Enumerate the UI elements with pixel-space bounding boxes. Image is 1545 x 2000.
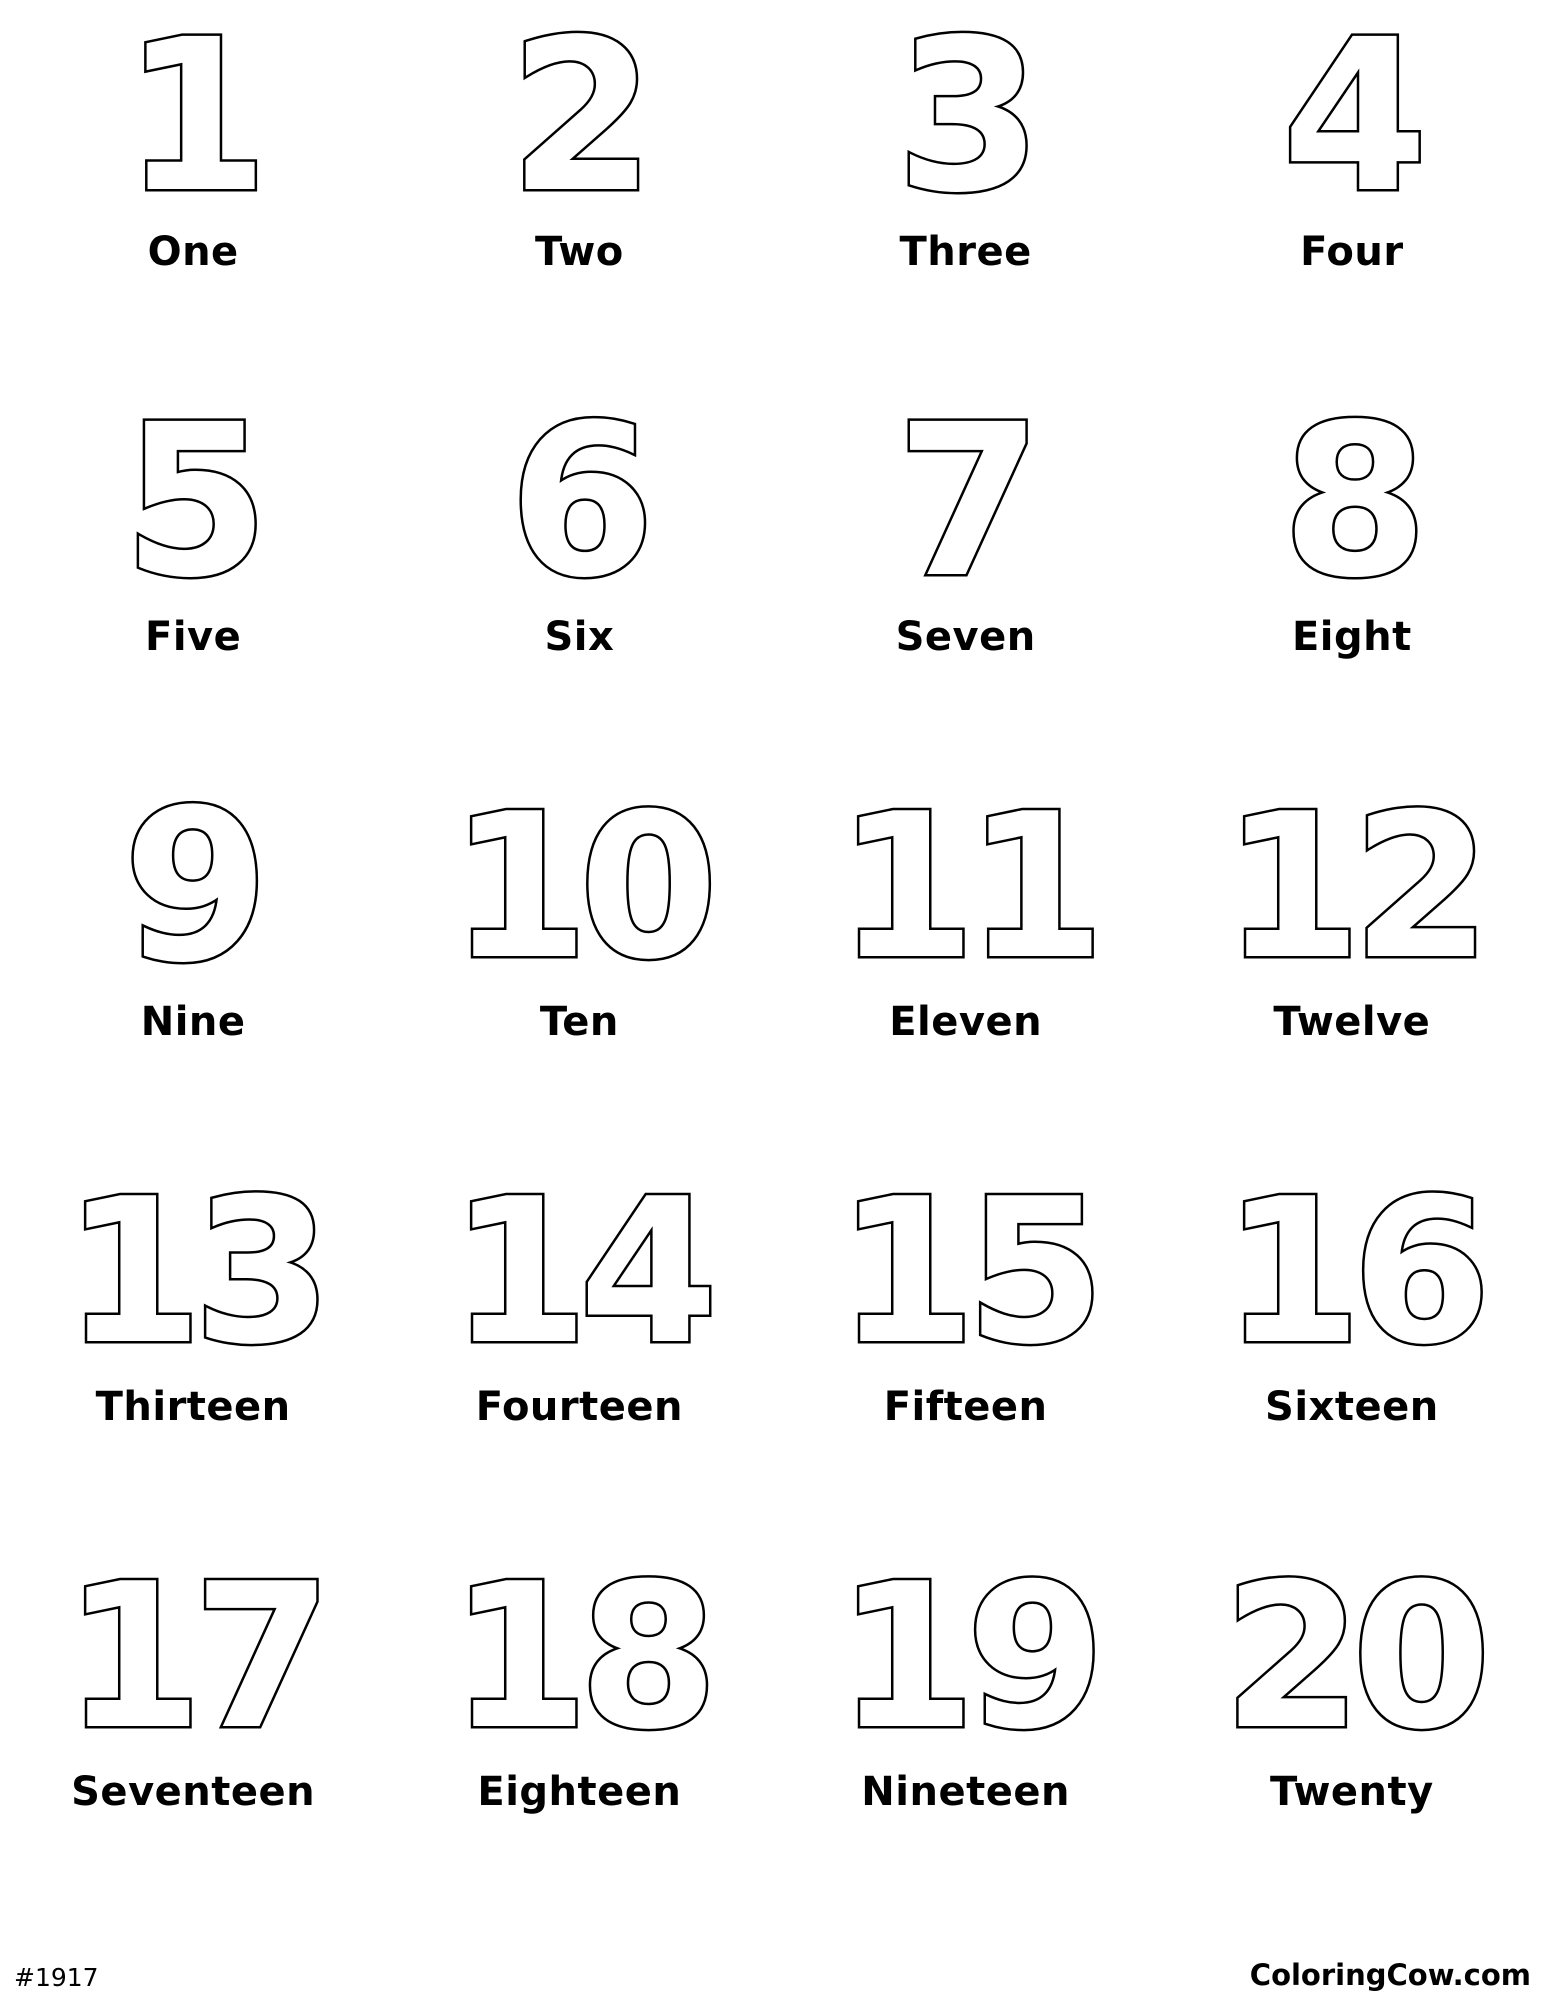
number-word-label: Seven [895, 614, 1036, 660]
number-word-label: Nineteen [861, 1769, 1070, 1815]
numeral-outline [773, 771, 1159, 1024]
number-cell [1159, 770, 1545, 1155]
numeral-outline [1159, 379, 1545, 639]
number-word-label: Fifteen [883, 1384, 1048, 1430]
number-word-label: Eighteen [477, 1769, 682, 1815]
number-word-label: Seventeen [71, 1769, 316, 1815]
number-cell [1159, 1155, 1545, 1540]
numeral-outline [0, 1156, 386, 1409]
numeral-glyph: 2 [509, 0, 650, 239]
number-word-label: Six [544, 614, 615, 660]
numeral-glyph: 18 [450, 1541, 709, 1774]
numeral-outline [0, 379, 386, 639]
number-cell [386, 1155, 772, 1540]
number-word-label: Thirteen [95, 1384, 291, 1430]
numeral-glyph: 5 [123, 379, 264, 624]
numeral-glyph: 19 [836, 1541, 1095, 1774]
number-cell [386, 1540, 772, 1925]
numeral-glyph: 20 [1222, 1541, 1482, 1774]
brand-watermark: ColoringCow.com [1249, 1958, 1531, 1992]
numeral-outline [773, 1156, 1159, 1409]
numeral-outline [1159, 1156, 1545, 1409]
numeral-glyph: 9 [123, 764, 264, 1009]
number-word-label: One [147, 229, 239, 275]
numeral-glyph: 1 [123, 0, 264, 239]
numeral-outline [1159, 0, 1545, 254]
numeral-outline [0, 764, 386, 1024]
number-cell [1159, 0, 1545, 385]
numeral-glyph: 16 [1222, 1156, 1482, 1389]
numeral-outline [1159, 771, 1545, 1024]
number-cell [773, 379, 1159, 770]
number-word-label: Sixteen [1265, 1384, 1439, 1430]
number-word-label: Nine [140, 999, 246, 1045]
number-word-label: Twenty [1270, 1769, 1434, 1815]
numeral-outline [386, 0, 772, 254]
number-word-label: Fourteen [475, 1384, 683, 1430]
numeral-outline [773, 379, 1159, 639]
numeral-outline [1159, 1541, 1545, 1794]
numeral-outline [386, 1541, 772, 1794]
number-cell [0, 764, 386, 1155]
number-cell [386, 0, 772, 385]
numeral-outline [386, 379, 772, 639]
number-cell [773, 1155, 1159, 1540]
numeral-glyph: 4 [1281, 0, 1422, 239]
numeral-glyph: 15 [836, 1156, 1095, 1389]
numeral-glyph: 10 [450, 771, 709, 1004]
number-word-label: Ten [539, 999, 619, 1045]
number-cell [0, 0, 386, 385]
numeral-glyph: 8 [1281, 379, 1422, 624]
sheet-id: #1917 [14, 1963, 99, 1992]
numeral-glyph: 3 [895, 0, 1036, 239]
number-cell [386, 770, 772, 1155]
number-cell [0, 379, 386, 770]
number-cell [0, 1540, 386, 1925]
number-cell [386, 379, 772, 770]
numeral-outline [0, 1541, 386, 1794]
numeral-glyph: 17 [63, 1541, 323, 1774]
number-word-label: Two [534, 229, 624, 275]
number-word-label: Three [899, 229, 1032, 275]
number-cell [1159, 1540, 1545, 1925]
numeral-outline [773, 1541, 1159, 1794]
number-cell [773, 1540, 1159, 1925]
page-footer [0, 1938, 1545, 2000]
numeral-outline [386, 1156, 772, 1409]
numeral-glyph: 11 [836, 771, 1095, 1004]
number-cell [1159, 379, 1545, 770]
number-word-label: Twelve [1273, 999, 1431, 1045]
number-word-label: Eleven [889, 999, 1043, 1045]
number-word-label: Four [1300, 229, 1404, 275]
numeral-outline [0, 0, 386, 254]
number-cell [773, 770, 1159, 1155]
numeral-glyph: 7 [895, 379, 1036, 624]
numeral-glyph: 14 [450, 1156, 709, 1389]
number-word-label: Eight [1291, 614, 1412, 660]
numeral-outline [386, 771, 772, 1024]
number-cell [773, 0, 1159, 385]
numeral-glyph: 13 [63, 1156, 323, 1389]
numeral-glyph: 6 [509, 379, 650, 624]
numeral-outline [773, 0, 1159, 254]
number-cell [0, 1155, 386, 1540]
numeral-glyph: 12 [1222, 771, 1482, 1004]
number-word-label: Five [145, 614, 242, 660]
